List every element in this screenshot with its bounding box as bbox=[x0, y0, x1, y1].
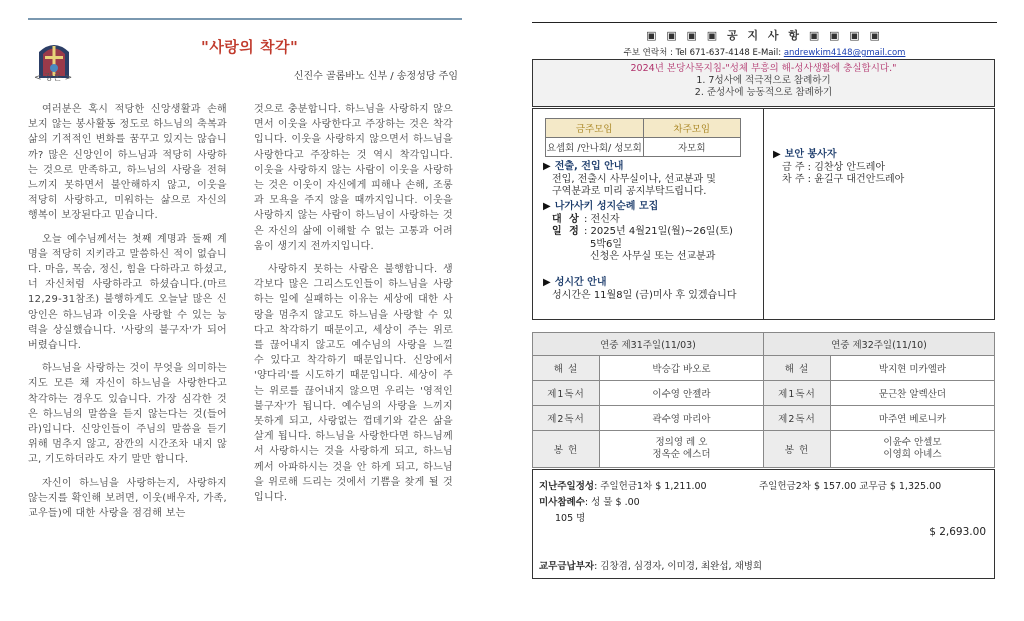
contact-line bbox=[532, 46, 997, 58]
offering-1: : 주일헌금1차 $ 1,211.00 bbox=[594, 481, 707, 492]
motto-line-1: 2024년 본당사목지침-"성체 부흥의 해-성사생활에 충실합시다." bbox=[630, 63, 897, 74]
paragraph: 하느님을 사랑하는 것이 무엇을 의미하는지도 모른 채 자신이 하느님을 사랑한다고 착각하는 경우도 있습니다. 가장 심각한 것은 하느님의 말씀을 듣지 않는다는 것(들어라)입니다. 신앙인들이 주님의 말씀을 듣기 위해 멈추지 않고, 잠깐의 시간조차 내지 않고, 기도하더라도 자기 말만 합니다. bbox=[28, 363, 227, 466]
transfer-heading: 전출, 전입 안내 bbox=[554, 161, 624, 172]
person-cell: 이윤수 안셀모 이영희 아녜스 bbox=[830, 431, 994, 468]
volunteers-heading: 보안 봉사자 bbox=[784, 149, 837, 160]
target-value: : 전신자 bbox=[584, 213, 620, 225]
payers-label: 교무금납부자 bbox=[539, 561, 595, 572]
offering-line-2: 주일헌금2차 $ 157.00 교무금 $ 1,325.00 bbox=[759, 481, 942, 492]
week-31-header: 연중 제31주일(11/03) bbox=[533, 333, 764, 356]
role-cell: 해 설 bbox=[533, 356, 600, 381]
triangle-bullet-icon: ▶ bbox=[543, 277, 551, 288]
offering-line-1 bbox=[539, 478, 707, 492]
schedule-label: 일 정 bbox=[552, 226, 581, 237]
this-week-header: 금주모임 bbox=[575, 124, 613, 135]
transfer-notice bbox=[543, 161, 761, 199]
table-row bbox=[533, 381, 995, 406]
paragraph: 여러분은 혹시 적당한 신앙생활과 손해 보지 않는 봉사활동 정도로 하느님의 축복과 삶의 기적적인 변화를 꿈꾸고 있지는 않습니까? 많은 신앙인이 하느님과 적당히 사랑하는 것으로 만족하고, 하느님의 사랑을 전혀 느끼지 못하면서 불안해하지 않고, 이웃을 적당히 사랑하고, 미워하는 삶으로 자신의 행복이 보장된다고 믿습니다. bbox=[28, 104, 227, 222]
next-week-header: 차주모임 bbox=[643, 119, 741, 137]
notice-top-line bbox=[532, 22, 997, 23]
role-cell: 제2독서 bbox=[763, 406, 830, 431]
target-label: 대 상 bbox=[552, 213, 581, 225]
payers-list: : 김창겸, 심경자, 이미경, 최완섭, 채병희 bbox=[594, 561, 763, 572]
duration: 5박6일 bbox=[590, 238, 623, 250]
person-cell: 박지현 미카엘라 bbox=[830, 356, 994, 381]
person-cell: 곽수영 마리아 bbox=[599, 406, 763, 431]
role-cell: 제2독서 bbox=[533, 406, 600, 431]
meeting-table bbox=[545, 118, 741, 157]
finance-box bbox=[532, 469, 995, 579]
total-amount: $ 2,693.00 bbox=[929, 526, 986, 538]
table-row bbox=[533, 406, 995, 431]
triangle-bullet-icon: ▶ bbox=[543, 161, 551, 172]
pastoral-motto bbox=[532, 59, 995, 107]
transfer-text-2: 구역분과로 미리 공지부탁드립니다. bbox=[552, 186, 707, 197]
person-cell: 박승갑 바오로 bbox=[599, 356, 763, 381]
pilgrimage-heading: 나가사키 성지순례 모집 bbox=[554, 201, 659, 212]
paragraph: 것으로 충분합니다. 하느님을 사랑하지 않으면서 이웃을 사랑한다고 주장하는 것은 착각입니다. 이웃을 사랑하지 않으면서 하느님을 사랑한다고 주장하는 것 역시 착각입니다. 이웃을 사랑하지 않는 사람이 이웃을 사랑하는 것은 이웃이 자신에게 피해나 손해, 조롱과 모욕을 주지 않을 때까지입니다. 이웃을 사랑하지 않는 사람이 하느님이 사랑하는 것은 자신의 삶에 이해할 수 없는 고통과 어려움이 생기지 전까지입니다. bbox=[254, 104, 453, 252]
volunteer-this-week: 금 주 : 김찬상 안드레아 bbox=[782, 161, 886, 173]
person-cell: 문근찬 알렉산더 bbox=[830, 381, 994, 406]
paragraph: 자신이 하느님을 사랑하는지, 사랑하지 않는지를 확인해 보려면, 이웃(배우자, 가족, 교우들)에 대한 사랑을 점검해 보는 bbox=[28, 477, 227, 520]
contact-phone: 주보 연락처 : Tel 671-637-4148 E-Mail: bbox=[623, 48, 784, 58]
triangle-bullet-icon: ▶ bbox=[773, 149, 781, 160]
homily-title: "사랑의 착각" bbox=[201, 38, 299, 56]
holy-hour-notice bbox=[543, 277, 761, 302]
attendance-label: 미사참례수 bbox=[539, 497, 585, 508]
this-week-groups: 요셉회 /안나회/ 성모회 bbox=[546, 143, 642, 154]
role-cell: 봉 헌 bbox=[763, 431, 830, 468]
week-32-header: 연중 제32주일(11/10) bbox=[763, 333, 994, 356]
security-volunteers bbox=[773, 149, 983, 187]
homily-author: 신진수 골롬바노 신부 / 송정성당 주임 bbox=[293, 71, 458, 82]
notice-section bbox=[532, 22, 997, 572]
triangle-bullet-icon: ▶ bbox=[543, 201, 551, 212]
table-row bbox=[533, 356, 995, 381]
attendance-line bbox=[539, 494, 640, 508]
schedule-value: : 2025년 4월21일(월)~26일(토) bbox=[584, 226, 733, 237]
homily-section bbox=[28, 18, 462, 520]
logo-label: < 강론 > bbox=[34, 73, 73, 83]
volunteer-next-week: 차 주 : 윤길구 대건안드레아 bbox=[782, 174, 905, 185]
motto-line-3: 2. 준성사에 능동적으로 참례하기 bbox=[694, 87, 833, 98]
person-cell: 정의영 레 오 정옥순 에스더 bbox=[599, 431, 763, 468]
holy-hour-text: 성시간은 11월8일 (금)미사 후 있겠습니다 bbox=[552, 289, 737, 301]
role-cell: 해 설 bbox=[763, 356, 830, 381]
homily-column-2 bbox=[254, 102, 453, 513]
person-cell: 이수영 안젤라 bbox=[599, 381, 763, 406]
notice-left bbox=[533, 109, 764, 319]
pilgrimage-notice bbox=[543, 201, 761, 264]
paragraph: 사랑하지 못하는 사람은 불행합니다. 생각보다 많은 그리스도인들이 하느님을 사랑하는 일에 실패하는 이유는 세상에 대한 사랑을 멈추지 않고도 하느님을 사랑할 수 있다고 착각하기 때문이고, 세상이 주는 위로를 끊어내지 않고도 예수님의 사랑을 느낄 수 있다고 착각하기 때문입니다. 신앙에서 '양다리'를 시도하기 때문입니다. 세상이 주는 위로를 끊어내지 않으면 우리는 '영적인 불구자'가 됩니다. 예수님의 사랑을 느끼지 못하게 되고, 사랑없는 껍데기와 같은 삶을 살게 됩니다. 하느님을 사랑한다면 하느님께서 사랑하시는 것을 사랑하게 되고, 하느님께서 아파하시는 것을 안 하게 되고, 하느님을 위로해 드리는 것에서 기쁨을 찾게 될 것입니다. bbox=[254, 264, 453, 504]
motto-line-2: 1. 7성사에 적극적으로 참례하기 bbox=[696, 75, 831, 86]
offering-label: 지난주일정성 bbox=[539, 481, 595, 492]
person-cell: 마주연 베로니카 bbox=[830, 406, 994, 431]
homily-column-1 bbox=[28, 102, 227, 529]
next-week-groups: 자모회 bbox=[643, 138, 741, 156]
contact-email-link[interactable]: andrewkim4148@gmail.com bbox=[783, 48, 906, 58]
role-cell: 제1독서 bbox=[533, 381, 600, 406]
apply-info: 신청은 사무실 또는 선교분과 bbox=[590, 251, 716, 262]
table-row bbox=[533, 431, 995, 468]
notice-title: ▣ ▣ ▣ ▣ 공 지 사 항 ▣ ▣ ▣ ▣ bbox=[646, 29, 883, 42]
goods-amount: : 성 물 $ .00 bbox=[584, 497, 640, 508]
role-cell: 제1독서 bbox=[763, 381, 830, 406]
role-cell: 봉 헌 bbox=[533, 431, 600, 468]
liturgy-roster-table bbox=[532, 332, 995, 468]
top-divider bbox=[28, 18, 462, 20]
holy-hour-heading: 성시간 안내 bbox=[554, 277, 607, 288]
transfer-text-1: 전입, 전출시 사무실이나, 선교분과 및 bbox=[552, 173, 716, 185]
paragraph: 오늘 예수님께서는 첫째 계명과 둘째 계명을 적당히 지키라고 말씀하신 적이 없습니다. 마음, 목숨, 정신, 힘을 다하라고 하셨고, 너 자신처럼 사랑하라고 하셨습니다.(마르 12,29-31참조) 불행하게도 오늘날 많은 신앙인은 하느님과 이웃을 사랑할 수 있는 능력을 상실했습니다. '사랑의 불구자'가 되어 버렸습니다. bbox=[28, 233, 227, 352]
notice-body bbox=[532, 108, 995, 320]
dues-payers-line bbox=[539, 558, 762, 572]
attendance-count: 105 명 bbox=[555, 513, 586, 524]
